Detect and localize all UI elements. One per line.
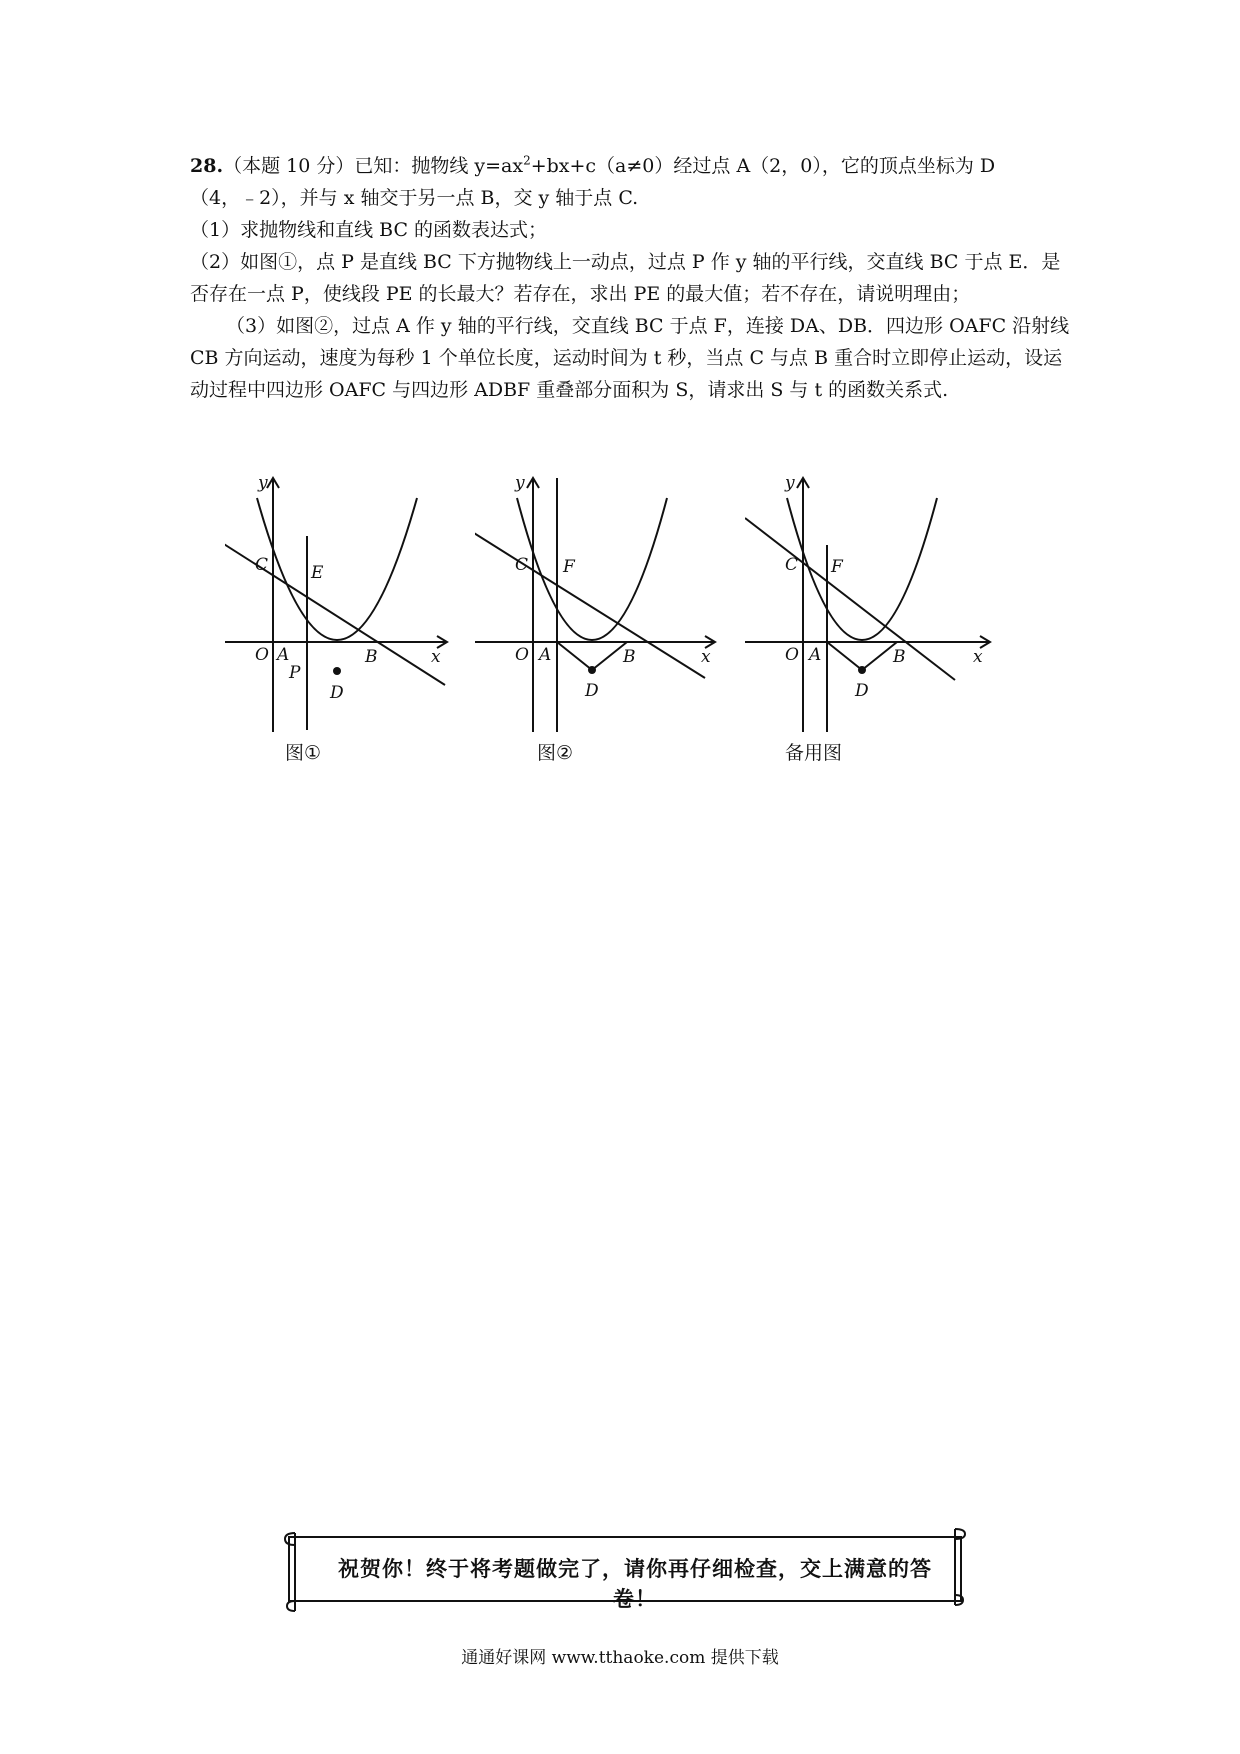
footer-credit: 通通好课网 www.tthaoke.com 提供下载 [461,1648,779,1668]
figure-2-graph [475,470,725,760]
problem-intro-b: +bx+c（a≠0）经过点 A（2，0），它的顶点坐标为 D [530,155,996,177]
problem-line-2: （4，﹣2），并与 x 轴交于另一点 B，交 y 轴于点 C. [190,187,639,209]
label-b: B [623,647,636,667]
question-part-3: （3）如图②，过点 A 作 y 轴的平行线，交直线 BC 于点 F，连接 DA、DB．四边形 OAFC 沿射线 CB 方向运动，速度为每秒 1 个单位长度，运动时间为 t 秒，当点 C 与点 B 重合时立即停止运动，设运动过程中四边形 OAFC 与四边形 ADBF 重叠部分面积为 S，请求出 S 与 t 的函数关系式. [190,315,1070,401]
segments-da-db [827,642,897,670]
label-x: x [701,647,711,667]
segments-da-db [557,642,627,670]
parabola [517,498,667,640]
label-c: C [785,555,799,575]
problem-number: 28. [190,155,224,177]
label-b: B [893,647,906,667]
figure-3-graph [745,470,1005,760]
label-d: D [585,681,599,701]
label-d: D [855,681,869,701]
figure-3-caption: 备用图 [785,742,843,764]
problem-28 [190,150,1070,406]
label-x: x [431,647,441,667]
label-c: C [255,555,269,575]
problem-intro-a: （本题 10 分）已知：抛物线 y=ax [223,155,524,177]
label-f: F [831,557,843,577]
label-d: D [330,683,344,703]
exponent: 2 [523,153,531,168]
question-part-1: （1）求抛物线和直线 BC 的函数表达式； [190,219,548,241]
label-p: P [289,663,301,683]
line-bc [475,518,705,678]
figure-1-caption: 图① [285,742,322,764]
figure-2 [475,470,725,764]
label-a: A [539,645,552,665]
label-c: C [515,555,529,575]
figure-1 [225,470,455,764]
question-part-2: （2）如图①，点 P 是直线 BC 下方抛物线上一动点，过点 P 作 y 轴的平行线，交直线 BC 于点 E．是否存在一点 P，使线段 PE 的长最大？若存在，求出 PE 的最大值；若不存在，请说明理由； [190,251,1061,305]
label-e: E [311,563,324,583]
vertex-d [588,666,596,674]
label-y: y [515,473,525,493]
label-a: A [277,645,290,665]
figure-3 [745,470,1005,764]
figure-1-graph [225,470,455,760]
label-b: B [365,647,378,667]
problem-line-1 [190,150,1070,182]
banner-message: 祝贺你！终于将考题做完了，请你再仔细检查，交上满意的答卷！ [338,1556,932,1611]
label-f: F [563,557,575,577]
vertex-d [333,667,341,675]
label-a: A [809,645,822,665]
label-y: y [258,473,268,493]
label-y: y [785,473,795,493]
label-x: x [973,647,983,667]
label-o: O [785,645,799,665]
vertex-d [858,666,866,674]
parabola [257,498,417,640]
figure-2-caption: 图② [537,742,574,764]
label-o: O [255,645,269,665]
label-o: O [515,645,529,665]
parabola [787,498,937,640]
